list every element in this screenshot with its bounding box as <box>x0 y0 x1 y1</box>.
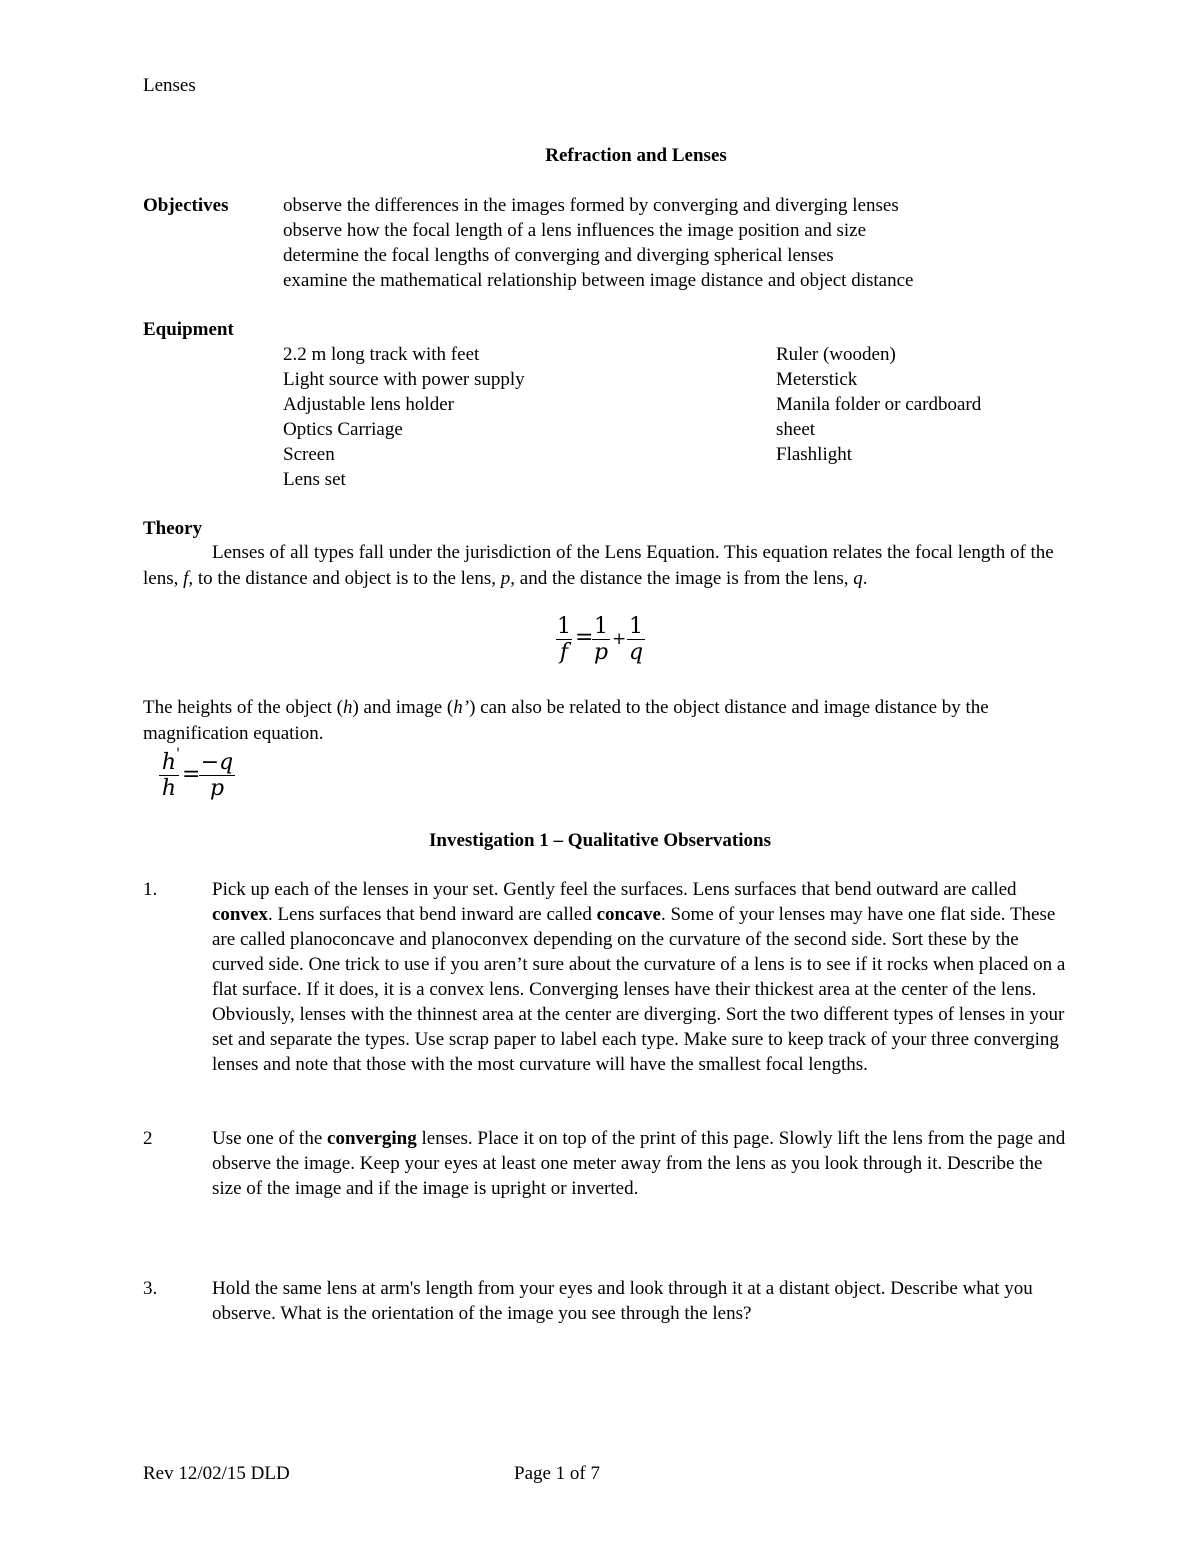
objective-item: determine the focal lengths of converging and diverging spherical lenses <box>283 245 834 266</box>
investigation-item-2: Use one of the converging lenses. Place it on top of the print of this page. Slowly lift the lens from the page and observe the image. Keep your eyes at least one meter away from the lens as you look through it. Describe the size of the image and if the image is upright or inverted. <box>212 1128 1066 1199</box>
equipment-list-left <box>283 342 525 492</box>
objective-item: observe how the focal length of a lens influences the image position and size <box>283 220 867 241</box>
theory-paragraph-1: Lenses of all types fall under the jurisdiction of the Lens Equation. This equation relates the focal length of the lens, f, to the distance and object is to the lens, p, and the distance the image is from the lens, q. <box>143 542 1054 589</box>
equipment-item: 2.2 m long track with feet <box>283 344 480 365</box>
equipment-item: Light source with power supply <box>283 369 525 390</box>
item-number: 3. <box>143 1278 158 1299</box>
investigation-item-1: Pick up each of the lenses in your set. Gently feel the surfaces. Lens surfaces that bend outward are called convex. Lens surfaces that bend inward are called concave. Some of your lenses may have one flat side. These are called planoconcave and planoconvex depending on the curvature of the second side. Sort these by the curved side. One trick to use if you aren’t sure about the curvature of a lens is to see if it rocks when placed on a flat surface. If it does, it is a convex lens. Converging lenses have their thickest area at the center of the lens. Obviously, lenses with the thinnest area at the center are diverging. Sort the two different types of lenses in your set and separate the types. Use scrap paper to label each type. Make sure to keep track of your three converging lenses and note that those with the most curvature will have the smallest focal lengths. <box>212 879 1066 1075</box>
equipment-item: sheet <box>776 419 816 440</box>
lens-eq-equals: = <box>575 625 594 650</box>
lens-eq-lhs-fraction: 1 f <box>557 614 571 665</box>
objectives-label: Objectives <box>143 195 229 216</box>
theory-label: Theory <box>143 518 203 539</box>
equipment-item: Meterstick <box>776 369 858 390</box>
investigation-item-3: Hold the same lens at arm's length from your eyes and look through it at a distant object. Describe what you observe. What is the orientation of the image you see through the lens? <box>212 1278 1033 1324</box>
equipment-list-right <box>776 342 981 467</box>
page-title: Refraction and Lenses <box>545 145 727 166</box>
equipment-label: Equipment <box>143 319 234 340</box>
footer-revision: Rev 12/02/15 DLD <box>143 1463 290 1484</box>
equipment-item: Adjustable lens holder <box>283 394 454 415</box>
mag-eq-rhs-fraction: −q p <box>200 750 234 801</box>
mag-eq-equals: = <box>182 762 201 787</box>
item-number: 2 <box>143 1128 153 1149</box>
item-number: 1. <box>143 879 158 900</box>
equipment-item: Lens set <box>283 469 346 490</box>
mag-eq-lhs-fraction: h ' h <box>159 750 179 801</box>
equipment-item: Manila folder or cardboard <box>776 394 982 415</box>
investigation-title: Investigation 1 – Qualitative Observations <box>428 830 771 851</box>
objectives-list <box>283 193 913 293</box>
theory-paragraph-2: The heights of the object (h) and image (h’) can also be related to the object distance and image distance by the magnification equation. <box>143 697 989 744</box>
objective-item: observe the differences in the images formed by converging and diverging lenses <box>283 195 899 216</box>
lens-eq-p-fraction: 1 p <box>593 614 609 665</box>
lens-eq-plus: + <box>612 629 627 649</box>
footer-page-number: Page 1 of 7 <box>514 1463 601 1484</box>
equipment-item: Screen <box>283 444 335 465</box>
running-header: Lenses <box>143 75 196 96</box>
equipment-item: Ruler (wooden) <box>776 344 896 365</box>
lens-eq-q-fraction: 1 q <box>628 614 644 665</box>
equipment-item: Flashlight <box>776 444 853 465</box>
equipment-item: Optics Carriage <box>283 419 403 440</box>
objective-item: examine the mathematical relationship between image distance and object distance <box>283 270 914 291</box>
